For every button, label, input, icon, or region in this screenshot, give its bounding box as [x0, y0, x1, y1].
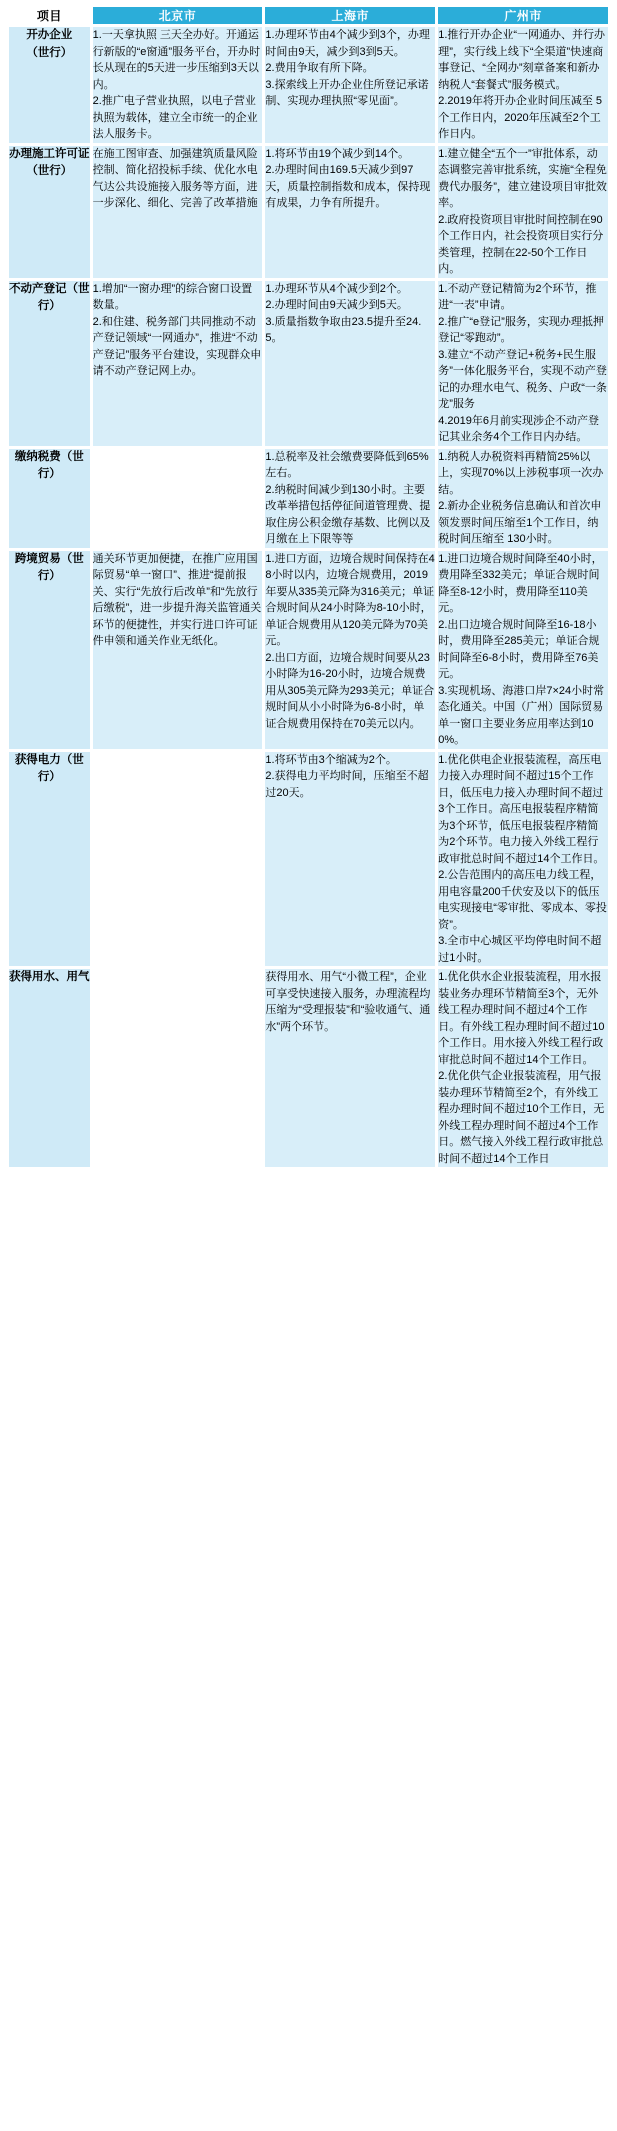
cell-guangzhou-getting-water-gas: 1.优化供水企业报装流程，用水报装业务办理环节精简至3个，无外线工程办理时间不超过4个工作日。有外线工程办理时间不超过10个工作日。用水接入外线工程行政审批总时间不超过14个工作日。 2.优化供气企业报装流程，用气报装办理环节精简至2个，有外线工程办理时间不超过10个工作日，无外线工程办理时间不超过4个工作日。燃气接入外线工程行政审批总时间不超过14个工作日	[438, 969, 608, 1167]
row-label-open-enterprise: 开办企业 （世行）	[9, 27, 90, 143]
cell-beijing-getting-electricity	[93, 752, 263, 967]
cell-shanghai-paying-taxes: 1.总税率及社会缴费要降低到65%左右。 2.纳税时间减少到130小时。主要改革举措包括停征间道管理费、提取住房公积金缴存基数、比例以及月缴在上下限等等	[265, 449, 435, 548]
cell-guangzhou-property-registration: 1.不动产登记精简为2个环节，推进“一表”申请。 2.推广“e登记”服务，实现办理抵押登记“零跑动”。 3.建立“不动产登记+税务+民生服务”一体化服务平台，实现不动产登记的办理水电气、税务、户政“一条龙”服务 4.2019年6月前实现涉企不动产登记其业余务4个工作日内办结。	[438, 281, 608, 446]
cell-beijing-getting-water-gas	[93, 969, 263, 1167]
table-row	[9, 281, 608, 446]
cell-guangzhou-cross-border-trade: 1.进口边境合规时间降至40小时，费用降至332美元；单证合规时间降至8-12小时，费用降至110美元。 2.出口边境合规时间降至16-18小时，费用降至285美元；单证合规时间降至6-8小时，费用降至76美元。 3.实现机场、海港口岸7×24小时常态化通关。中国（广州）国际贸易单一窗口主要业务应用率达到100%。	[438, 551, 608, 749]
cell-shanghai-getting-water-gas: 获得用水、用气“小微工程”，企业可享受快速接入服务，办理流程均压缩为“受理报装”和“验收通气、通水”两个环节。	[265, 969, 435, 1167]
cell-beijing-cross-border-trade: 通关环节更加便捷，在推广应用国际贸易“单一窗口”、推进“提前报关、实行“先放行后改单”和“先放行后缴税”，进一步提升海关监管通关环节的便捷性，并实行进口许可证件申领和通关作业无纸化。	[93, 551, 263, 749]
column-header-project: 项目	[9, 7, 90, 24]
cell-beijing-property-registration: 1.增加“一窗办理”的综合窗口设置数量。 2.和住建、税务部门共同推动不动产登记领域“一网通办”，推进“不动产登记”服务平台建设，实现群众申请不动产登记网上办。	[93, 281, 263, 446]
column-header-guangzhou: 广州市	[438, 7, 608, 24]
table-body	[9, 27, 608, 1167]
cell-guangzhou-open-enterprise: 1.推行开办企业“一网通办、并行办理”，实行线上线下“全渠道”快速商事登记、“全网办”刻章备案和新办纳税人“套餐式”服务模式。 2.2019年将开办企业时间压减至 5 个工作日内，2020年压减至2个工作日内。	[438, 27, 608, 143]
table-row	[9, 27, 608, 143]
row-label-getting-water-gas: 获得用水、用气	[9, 969, 90, 1167]
cell-guangzhou-construction-permit: 1.建立健全“五个一”审批体系，动态调整完善审批系统，实施“全程免费代办服务”，建立建设项目审批效率。 2.政府投资项目审批时间控制在90个工作日内，社会投资项目实行分类管理，控制在22-50个工作日内。	[438, 146, 608, 278]
cell-shanghai-open-enterprise: 1.办理环节由4个减少到3个，办理时间由9天，减少到3到5天。 2.费用争取有所下降。 3.探索线上开办企业住所登记承诺制、实现办理执照“零见面”。	[265, 27, 435, 143]
cell-beijing-construction-permit: 在施工图审查、加强建筑质量风险控制、简化招投标手续、优化水电气达公共设施接入服务等方面，进一步深化、细化、完善了改革措施	[93, 146, 263, 278]
cell-shanghai-getting-electricity: 1.将环节由3个缩减为2个。 2.获得电力平均时间，压缩至不超过20天。	[265, 752, 435, 967]
row-label-property-registration: 不动产登记（世行）	[9, 281, 90, 446]
table-row	[9, 146, 608, 278]
table-row	[9, 969, 608, 1167]
cell-guangzhou-getting-electricity: 1.优化供电企业报装流程，高压电力接入办理时间不超过15个工作日，低压电力接入办理时间不超过3个工作日。高压电报装程序精简为3个环节，低压电报装程序精简为2个环节。电力接入外线工程行政审批总时间不超过14个工作日。 2.公告范围内的高压电力线工程，用电容量200千伏安及以下的低压电实现接电“零审批、零成本、零投资”。 3.全市中心城区平均停电时间不超过1小时。	[438, 752, 608, 967]
column-header-beijing: 北京市	[93, 7, 263, 24]
cell-guangzhou-paying-taxes: 1.纳税人办税资料再精简25%以上，实现70%以上涉税事项一次办结。 2.新办企业税务信息确认和首次申领发票时间压缩至1个工作日，纳税时间压缩至 130小时。	[438, 449, 608, 548]
table-row	[9, 752, 608, 967]
cell-shanghai-construction-permit: 1.将环节由19个减少到14个。 2.办理时间由169.5天减少到97天，质量控制指数和成本，保持现有成果，力争有所提升。	[265, 146, 435, 278]
table-row	[9, 551, 608, 749]
row-label-construction-permit: 办理施工许可证（世行）	[9, 146, 90, 278]
row-label-cross-border-trade: 跨境贸易（世行）	[9, 551, 90, 749]
cell-shanghai-property-registration: 1.办理环节从4个减少到2个。 2.办理时间由9天减少到5天。 3.质量指数争取由23.5提升至24.5。	[265, 281, 435, 446]
table-header-row	[9, 7, 608, 24]
row-label-paying-taxes: 缴纳税费（世行）	[9, 449, 90, 548]
cell-beijing-paying-taxes	[93, 449, 263, 548]
cell-beijing-open-enterprise: 1.一天拿执照 三天全办好。开通运行新版的“e窗通”服务平台，开办时长从现在的5天进一步压缩到3天以内。 2.推广电子营业执照，以电子营业执照为载体，建立全市统一的企业法人服务卡。	[93, 27, 263, 143]
business-environment-reform-table	[6, 4, 611, 1170]
column-header-shanghai: 上海市	[265, 7, 435, 24]
cell-shanghai-cross-border-trade: 1.进口方面，边境合规时间保持在48小时以内，边境合规费用，2019年要从335美元降为316美元；单证合规时间从24小时降为8-10小时，单证合规费用从120美元降为70美元。 2.出口方面，边境合规时间要从23小时降为16-20小时，边境合规费用从305美元降为293美元；单证合规时间从小小时降为6-8小时，单证合规费用保持在70美元以内。	[265, 551, 435, 749]
table-row	[9, 449, 608, 548]
row-label-getting-electricity: 获得电力（世行）	[9, 752, 90, 967]
